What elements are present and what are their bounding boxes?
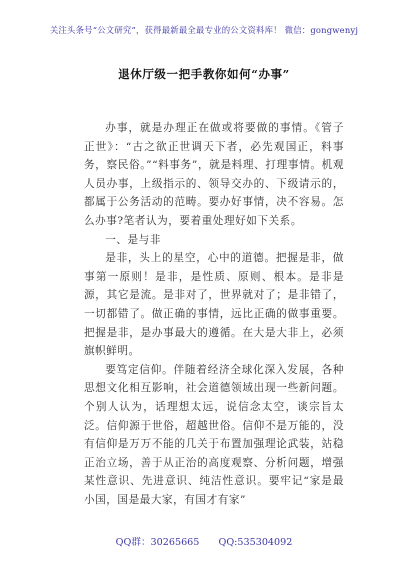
paragraph-belief: 要笃定信仰。伴随着经济全球化深入发展，各种思想文化相互影响，社会道德领域出现一些新问题。个别人认为，话理想太远，说信念太空，谈宗旨太泛。信仰源于世俗，超越世俗。信仰不是万能的，没有信仰是万万不能的几关于布置加强理论武装，站稳正治立场，善于从正治的高度观察、分析问题，增强某性意识、先进意识、纯洁性意识。要牢记“家是最小国，国是最大家，有国才有家” — [84, 363, 344, 506]
page-title: 退休厅级一把手教你如何“办事” — [118, 67, 290, 81]
paragraph-right-wrong: 是非，头上的星空，心中的道德。把握是非，做事第一原则！是非，是性质、原则、根本。是非是源，其它是流。是非对了，世界就对了；是非错了，一切都错了。做正确的事情，远比正确的做事重要。把握是非，是办事最大的遵循。在大是大非上，必须旗帜鲜明。 — [84, 252, 344, 358]
paragraph-intro: 办事，就是办理正在做或将要做的事情。《管子正世》：“古之欲正世调天下者，必先观国正，料事务，察民俗。”“料事务”，就是料理、打理事情。机观人员办事，上级指示的、领导交办的、下级请示的，都属于公务活动的范畴。要办好事情，决不容易。怎么办事?笔者认为，要着重处理好如下关系。 — [84, 122, 344, 227]
qq-group-label: QQ群：30265665 — [115, 537, 200, 548]
document-body — [84, 119, 344, 509]
header-promo-note: 关注头条号“公文研究”，获得最新最全最专业的公文资料库！ 微信：gongwenyj — [49, 25, 359, 35]
footer-contact — [0, 534, 408, 548]
qq-number-label: QQ:535304092 — [218, 537, 293, 548]
section-heading: 一、是与非 — [105, 233, 161, 246]
